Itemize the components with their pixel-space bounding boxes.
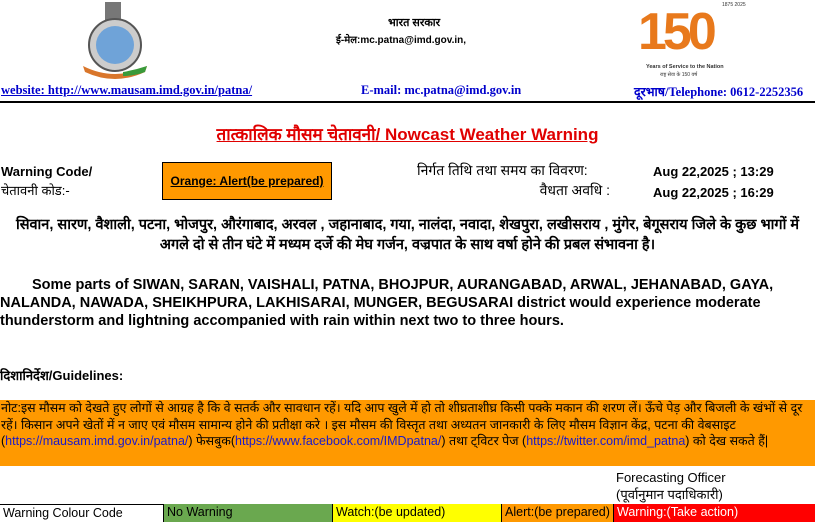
issue-value: Aug 22,2025 ; 13:29 — [653, 164, 774, 179]
telephone: दूरभाष/Telephone: 0612-2252356 — [634, 85, 804, 99]
warning-body — [0, 215, 815, 522]
warning-code-label-en: Warning Code/ — [1, 164, 93, 179]
email-link[interactable]: E-mail: mc.patna@imd.gov.in — [361, 83, 522, 97]
warning-colour-code-bar — [0, 504, 815, 522]
warning-code-label-hi: चेतावनी कोड:- — [1, 183, 70, 198]
issue-label: निर्गत तिथि तथा समय का विवरण: — [417, 162, 588, 178]
gov-heading: भारत सरकार — [388, 17, 441, 29]
officer-title-hi: (पूर्वानुमान पदाधिकारी) — [616, 487, 723, 502]
twitter-link[interactable]: https://twitter.com/imd_patna — [526, 434, 686, 448]
note-text-4: ) को देख सकते हैं| — [685, 434, 769, 448]
colour-code-label: Warning Colour Code — [0, 504, 163, 522]
officer-title: Forecasting Officer — [616, 470, 726, 485]
colour-warning: Warning:(Take action) — [613, 504, 815, 522]
colour-watch: Watch:(be updated) — [332, 504, 501, 522]
email-top: ई-मेल:mc.patna@imd.gov.in, — [336, 35, 467, 46]
website-link-note[interactable]: https://mausam.imd.gov.in/patna/ — [5, 434, 189, 448]
guidelines-label: दिशानिर्देश/Guidelines: — [0, 368, 124, 383]
facebook-link[interactable]: https://www.facebook.com/IMDpatna/ — [235, 434, 442, 448]
logo-150-text: 150 — [638, 3, 713, 61]
hindi-warning-text: सिवान, सारण, वैशाली, पटना, भोजपुर, औरंगाबाद, अरवल , जहानाबाद, गया, नालंदा, नवादा, शेखपुरा, लखीसराय , मुंगेर, बेगूसराय जिले के कुछ भागों में अगले दो से तीन घंटे में मध्यम दर्जे की मेघ गर्जन, वज्रपात के साथ वर्षा होने की प्रबल संभावना है। — [15, 217, 800, 253]
note-text-1: नोट:इस मौसम को देखते हुए लोगों से आग्रह है कि वे सतर्क और सावधान रहें। यदि आप खुले में हो तो शीघ्रताशीघ्र किसी पक्के मकान की शरण लें। ऊँचे पेड़ और बिजली के खंभों से दूर रहें। किसान अपने खेतों में न जाए एवं मौसम सामान्य होने की प्रतीक्षा करे । इस मौसम की विस्तृत तथा अध्यतन जानकारी के लिए मौसम विज्ञान केंद्र, पटना की वेबसाइट ( — [1, 401, 803, 448]
colour-no-warning: No Warning — [163, 504, 332, 522]
validity-value: Aug 22,2025 ; 16:29 — [653, 185, 774, 200]
english-warning-text: Some parts of SIWAN, SARAN, VAISHALI, PATNA, BHOJPUR, AURANGABAD, ARWAL, JEHANABAD, GAYA, NALANDA, NAWADA, SHEIKHPURA, LAKHISARAI, MUNGER, BEGUSARAI district would experience moderate thunderstorm and lightning accompanied with rain within next two to three hours. — [0, 277, 774, 329]
colour-alert: Alert:(be prepared) — [501, 504, 613, 522]
logo-sub: Years of Service to the Nation — [646, 64, 724, 70]
logo-years: 1875 2025 — [722, 2, 746, 8]
page-title: तात्कालिक मौसम चेतावनी/ Nowcast Weather Warning — [216, 125, 599, 144]
logo-sub-hi: राष्ट्र सेवा के 150 वर्ष — [660, 72, 698, 78]
header-divider — [0, 101, 815, 103]
note-text-2: ) फेसबुक( — [188, 434, 235, 448]
warning-code-badge: Orange: Alert(be prepared) — [162, 162, 332, 200]
imd-emblem-logo — [75, 2, 155, 80]
guidelines-note — [0, 400, 815, 466]
website-link[interactable]: website: http://www.mausam.imd.gov.in/patna/ — [1, 83, 253, 97]
note-text-3: ) तथा ट्विटर पेज ( — [441, 434, 527, 448]
validity-label: वैधता अवधि : — [539, 182, 610, 198]
imd-150-logo — [638, 2, 748, 80]
